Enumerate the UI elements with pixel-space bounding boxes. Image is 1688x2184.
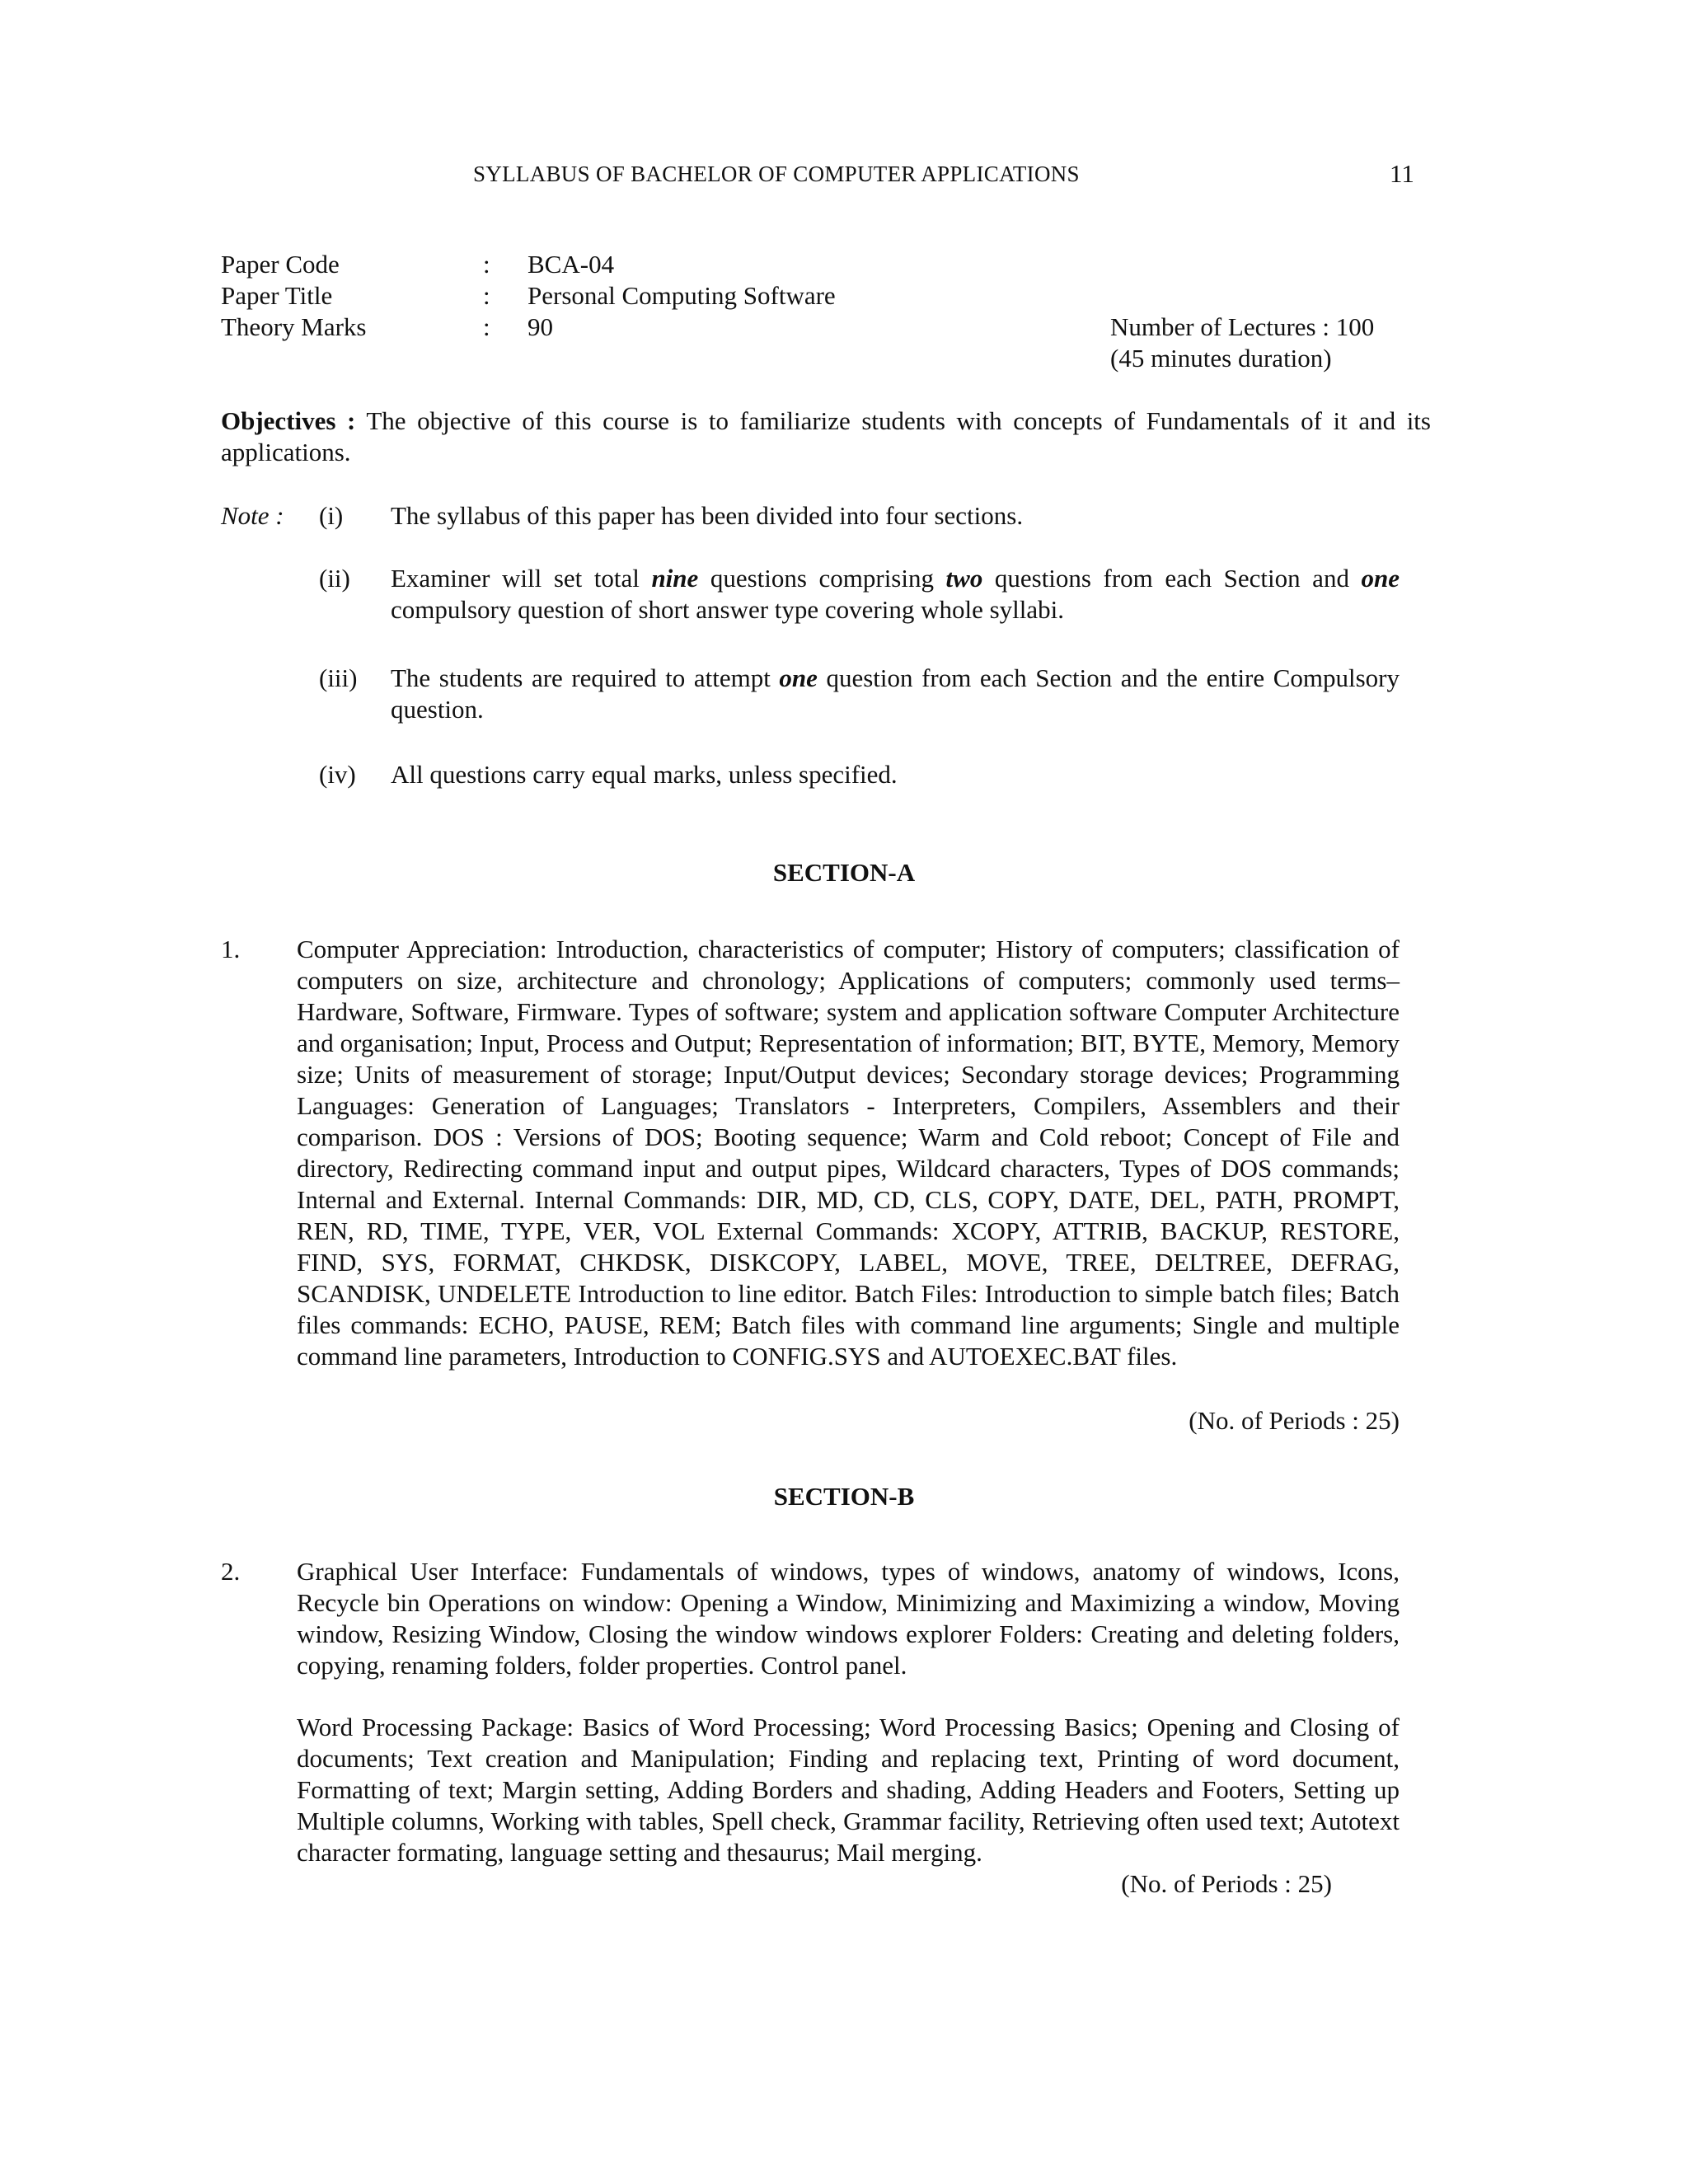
paper-title-value: Personal Computing Software [528,281,836,310]
note-item-number: (i) [319,501,344,530]
note-emphasis: one [1361,564,1400,593]
note-item-number: (iv) [319,760,356,789]
note-emphasis: two [945,564,983,593]
note-text-segment: compulsory question of short answer type covering whole syllabi. [391,595,1065,624]
running-header: SYLLABUS OF BACHELOR OF COMPUTER APPLICATIONS [473,162,1080,186]
paper-code-label: Paper Code [221,250,340,279]
paper-title-label: Paper Title [221,281,333,310]
colon: : [483,250,490,279]
objectives-paragraph [221,405,1431,468]
section-b-content-2: Word Processing Package: Basics of Word Processing; Word Processing Basics; Opening and Closing of documents; Text creation and Manipulation; Finding and replacing text, Printing of word document, Formatting of text; Margin setting, Adding Borders and shading, Adding Headers and Footers, Setting up Multiple columns, Working with tables, Spell check, Grammar facility, Retrieving often used text; Autotext character formating, language setting and thesaurus; Mail merging. [297,1713,1400,1867]
note-label: Note : [221,501,284,530]
note-text-segment: questions comprising [698,564,946,593]
periods-note: (No. of Periods : 25) [1189,1406,1400,1435]
item-number: 2. [221,1557,241,1586]
note-emphasis: nine [651,564,699,593]
theory-marks-label: Theory Marks [221,312,367,341]
objectives-text: The objective of this course is to familiarize students with concepts of Fundamentals of it and its applications. [221,406,1431,466]
note-emphasis: one [779,663,818,692]
lecture-duration: (45 minutes duration) [1110,344,1332,373]
periods-note: (No. of Periods : 25) [1121,1869,1332,1898]
objectives-label: Objectives : [221,406,356,435]
note-text-segment: question from each Section and the entire Compulsory question. [391,663,1400,724]
colon: : [483,312,490,341]
note-item-text [391,563,1400,626]
section-a-title: SECTION-A [772,858,916,887]
note-item-text [391,759,1400,790]
note-text-segment: The students are required to attempt [391,663,780,692]
note-text-segment: All questions carry equal marks, unless specified. [391,760,898,789]
paper-code-value: BCA-04 [528,250,615,279]
section-a-content: Computer Appreciation: Introduction, characteristics of computer; History of computers; classification of computers on size, architecture and chronology; Applications of computers; commonly used terms–Hardware, Software, Firmware. Types of software; system and application software Computer Architecture and organisation; Input, Process and Output; Representation of information; BIT, BYTE, Memory, Memory size; Units of measurement of storage; Input/Output devices; Secondary storage devices; Programming Languages: Generation of Languages; Translators - Interpreters, Compilers, Assemblers and their comparison. DOS : Versions of DOS; Booting sequence; Warm and Cold reboot; Concept of File and directory, Redirecting command input and output pipes, Wildcard characters, Types of DOS commands; Internal and External. Internal Commands: DIR, MD, CD, CLS, COPY, DATE, DEL, PATH, PROMPT, REN, RD, TIME, TYPE, VER, VOL External Commands: XCOPY, ATTRIB, BACKUP, RESTORE, FIND, SYS, FORMAT, CHKDSK, DISKCOPY, LABEL, MOVE, TREE, DELTREE, DEFRAG, SCANDISK, UNDELETE Introduction to line editor. Batch Files: Introduction to simple batch files; Batch files commands: ECHO, PAUSE, REM; Batch files with command line arguments; Single and multiple command line parameters, Introduction to CONFIG.SYS and AUTOEXEC.BAT files. [297,935,1400,1371]
note-text-segment: Examiner will set total [391,564,652,593]
note-text-segment: The syllabus of this paper has been divided into four sections. [391,501,1024,530]
note-item-number: (iii) [319,663,358,692]
section-b-content: Graphical User Interface: Fundamentals of windows, types of windows, anatomy of windows, Icons, Recycle bin Operations on window: Opening a Window, Minimizing and Maximizing a window, Moving window, Resizing Window, Closing the window windows explorer Folders: Creating and deleting folders, copying, renaming folders, folder properties. Control panel. [297,1557,1400,1680]
note-text-segment: questions from each Section and [982,564,1362,593]
section-b-title: SECTION-B [773,1482,915,1511]
note-item-number: (ii) [319,564,350,593]
colon: : [483,281,490,310]
page-number: 11 [1390,159,1414,188]
note-item-text [391,663,1400,725]
note-item-text [391,500,1400,532]
theory-marks-value: 90 [528,312,553,341]
item-number: 1. [221,935,241,963]
number-of-lectures: Number of Lectures : 100 [1110,312,1375,341]
